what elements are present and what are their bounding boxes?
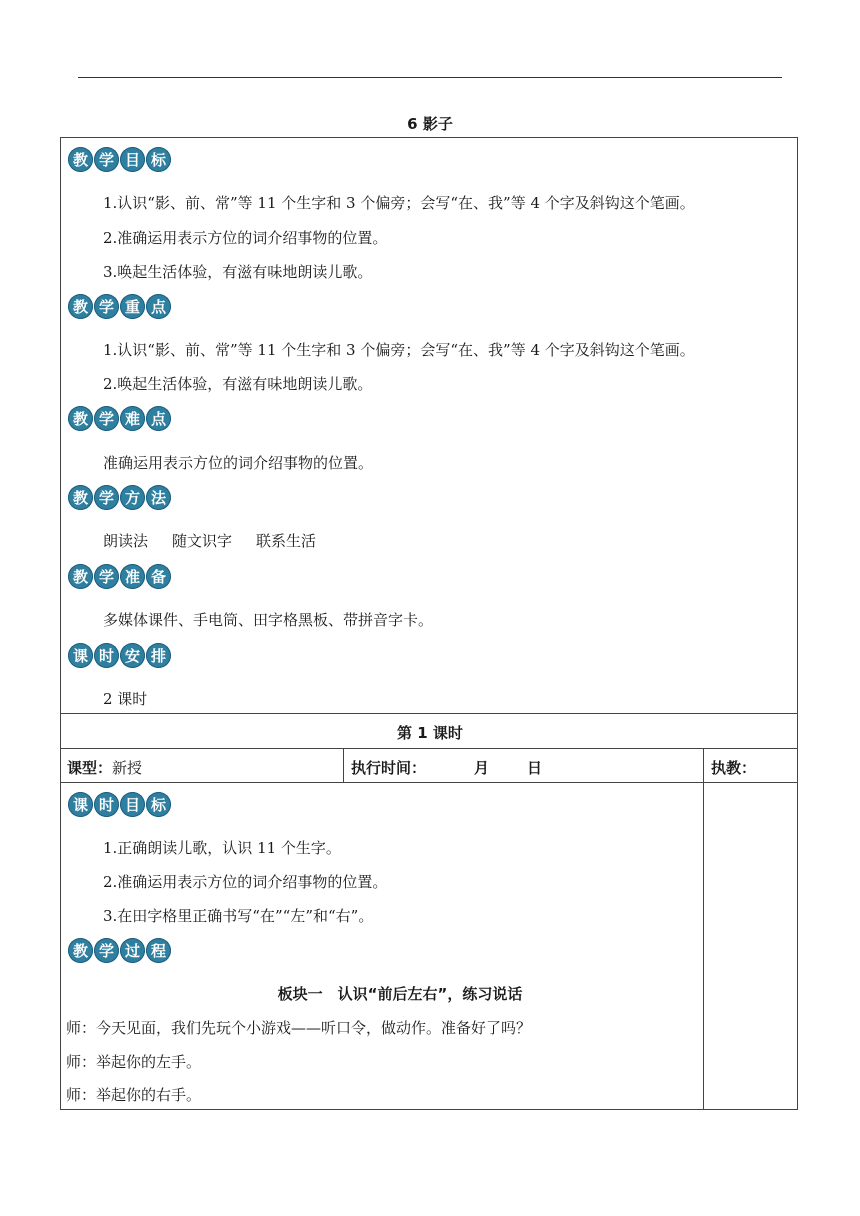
teacher-label: 执教： (711, 759, 757, 777)
divider (343, 748, 344, 783)
key-point-line: 2.唤起生活体验，有滋有味地朗读儿歌。 (103, 375, 373, 393)
exec-day: 日 (527, 759, 543, 777)
objective-line: 1.认识“影、前、常”等 11 个生字和 3 个偏旁；会写“在、我”等 4 个字及斜钩这个笔画。 (103, 194, 695, 212)
method-item: 联系生活 (256, 532, 317, 550)
method-item: 朗读法 (103, 532, 149, 550)
notes-column-divider (703, 782, 704, 1110)
lesson-heading: 第 1 课时 (397, 724, 463, 742)
lesson-info-row (60, 748, 798, 783)
badge-process: 教 学 过 程 (68, 938, 171, 963)
dialogue-line: 师：举起你的右手。 (66, 1086, 202, 1104)
lesson-type-value: 新授 (112, 759, 143, 777)
dialogue-line: 师：今天见面，我们先玩个小游戏——听口令，做动作。准备好了吗？ (66, 1019, 532, 1037)
lesson-type (67, 757, 142, 778)
lesson-type-label: 课型： (67, 759, 113, 777)
method-item: 随文识字 (172, 532, 233, 550)
badge-methods: 教 学 方 法 (68, 485, 171, 510)
objective-line: 2.准确运用表示方位的词介绍事物的位置。 (103, 229, 388, 247)
badge-lesson-goals: 课 时 目 标 (68, 792, 171, 817)
badge-preparation: 教 学 准 备 (68, 564, 171, 589)
block-heading: 板块一 认识“前后左右”，练习说话 (277, 985, 523, 1003)
lesson-goal-line: 2.准确运用表示方位的词介绍事物的位置。 (103, 873, 388, 891)
schedule-line: 2 课时 (103, 690, 148, 708)
methods-list (103, 530, 340, 551)
objective-line: 3.唤起生活体验，有滋有味地朗读儿歌。 (103, 263, 373, 281)
key-point-line: 1.认识“影、前、常”等 11 个生字和 3 个偏旁；会写“在、我”等 4 个字及斜钩这个笔画。 (103, 341, 695, 359)
badge-schedule: 课 时 安 排 (68, 643, 171, 668)
badge-objectives: 教 学 目 标 (68, 147, 171, 172)
difficulty-line: 准确运用表示方位的词介绍事物的位置。 (103, 454, 374, 472)
header-rule (78, 77, 782, 78)
badge-key-points: 教 学 重 点 (68, 294, 171, 319)
lesson-goal-line: 3.在田字格里正确书写“在”“左”和“右”。 (103, 907, 374, 925)
exec-time-label: 执行时间： (351, 759, 427, 777)
badge-difficulties: 教 学 难 点 (68, 406, 171, 431)
divider (703, 748, 704, 783)
exec-month: 月 (474, 759, 490, 777)
lesson-goal-line: 1.正确朗读儿歌，认识 11 个生字。 (103, 839, 341, 857)
dialogue-line: 师：举起你的左手。 (66, 1053, 202, 1071)
preparation-line: 多媒体课件、手电筒、田字格黑板、带拼音字卡。 (103, 611, 434, 629)
page-title: 6 影子 (407, 115, 453, 133)
